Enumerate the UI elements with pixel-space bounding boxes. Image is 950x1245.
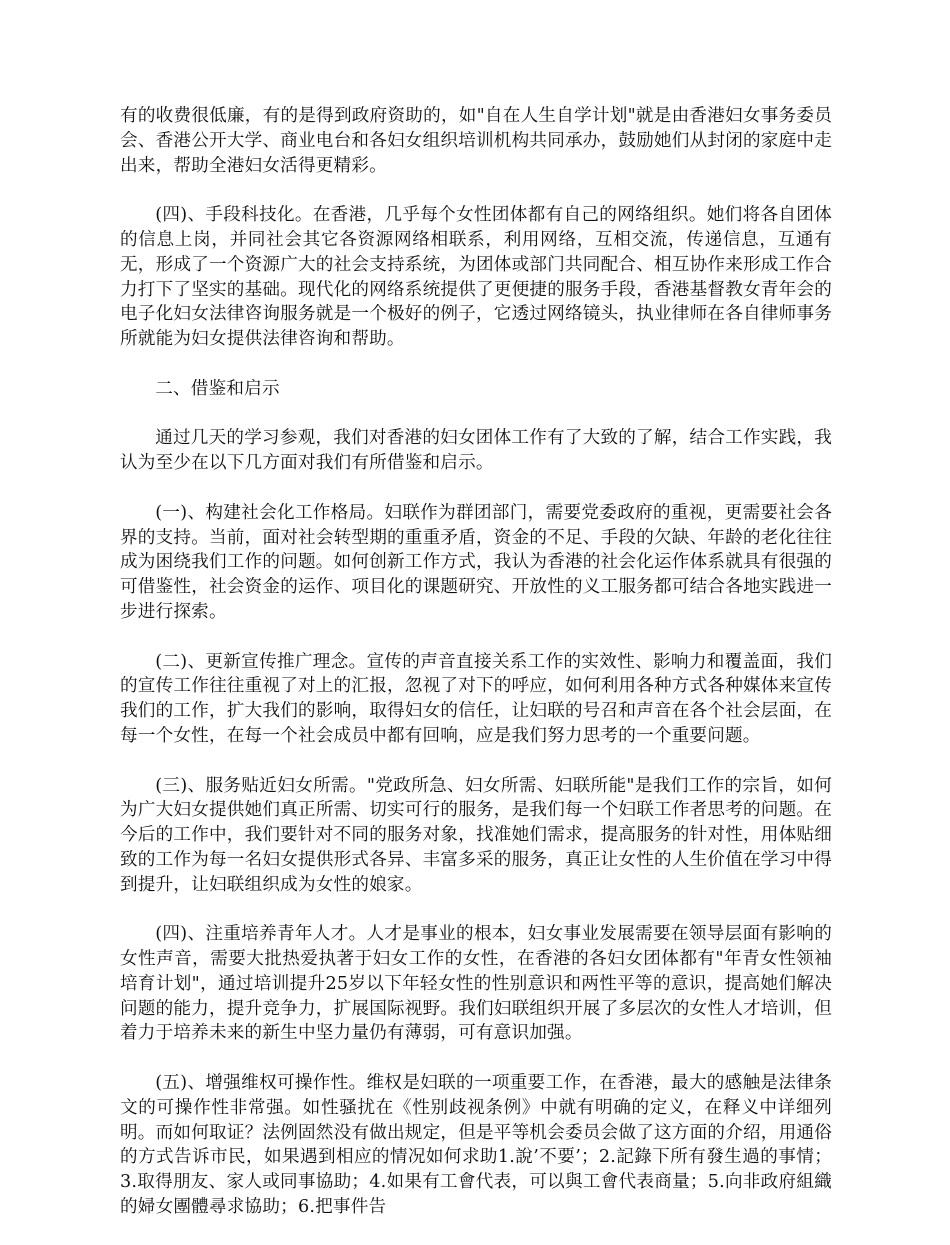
paragraph-lesson-3: (三)、服务贴近妇女所需。"党政所急、妇女所需、妇联所能"是我们工作的宗旨，如何为广大妇女提供她们真正所需、切实可行的服务，是我们每一个妇联工作者思考的问题。在今后的工作中，我们要针对不同的服务对象，找准她们需求，提高服务的针对性，用体贴细致的工作为每一名妇女提供形式各异、丰富多采的服务，真正让女性的人生价值在学习中得到提升，让妇联组织成为女性的娘家。 xyxy=(120,775,832,895)
paragraph-lesson-1: (一)、构建社会化工作格局。妇联作为群团部门，需要党委政府的重视，更需要社会各界的支持。当前，面对社会转型期的重重矛盾，资金的不足、手段的欠缺、年龄的老化往往成为困绕我们工作的问题。如何创新工作方式，我认为香港的社会化运作体系就具有很强的可借鉴性，社会资金的运作、项目化的课题研究、开放性的义工服务都可结合各地实践进一步进行探索。 xyxy=(120,502,832,622)
paragraph-intro-lessons: 通过几天的学习参观，我们对香港的妇女团体工作有了大致的了解，结合工作实践，我认为至少在以下几方面对我们有所借鉴和启示。 xyxy=(120,428,832,474)
paragraph-lesson-2: (二)、更新宣传推广理念。宣传的声音直接关系工作的实效性、影响力和覆盖面，我们的宣传工作往往重视了对上的汇报，忽视了对下的呼应，如何利用各种方式各种媒体来宣传我们的工作，扩大我们的影响，取得妇女的信任，让妇联的号召和声音在各个社会层面，在每一个女性，在每一个社会成员中都有回响，应是我们努力思考的一个重要问题。 xyxy=(120,651,832,746)
paragraph-lesson-5: (五)、增强维权可操作性。维权是妇联的一项重要工作，在香港，最大的感触是法律条文的可操作性非常强。如性骚扰在《性别歧视条例》中就有明确的定义，在释义中详细列明。而如何取证？法例固然没有做出规定，但是平等机会委员会做了这方面的介绍，用通俗的方式告诉市民，如果遇到相应的情况如何求助1.說’不要’；2.記錄下所有發生過的事情；3.取得朋友、家人或同事協助；4.如果有工會代表，可以與工會代表商量；5.向非政府組織的婦女團體尋求協助；6.把事件告 xyxy=(120,1073,832,1218)
document-body xyxy=(120,104,832,1245)
section-heading-lessons: 二、借鉴和启示 xyxy=(155,378,280,399)
paragraph-continuation: 有的收费很低廉，有的是得到政府资助的，如"自在人生自学计划"就是由香港妇女事务委员会、香港公开大学、商业电台和各妇女组织培训机构共同承办，鼓励她们从封闭的家庭中走出来，帮助全港妇女活得更精彩。 xyxy=(120,106,832,176)
paragraph-lesson-4: (四)、注重培养青年人才。人才是事业的根本，妇女事业发展需要在领导层面有影响的女性声音，需要大批热爱执著于妇女工作的女性，在香港的各妇女团体都有"年青女性领袖培育计划"，通过培训提升25岁以下年轻女性的性别意识和两性平等的意识，提高她们解决问题的能力，提升竞争力，扩展国际视野。我们妇联组织开展了多层次的女性人才培训，但着力于培养未来的新生中坚力量仍有薄弱，可有意识加强。 xyxy=(120,924,832,1044)
paragraph-section-4-technology: (四)、手段科技化。在香港，几乎每个女性团体都有自己的网络组织。她们将各自团体的信息上岗，并同社会其它各资源网络相联系，利用网络，互相交流，传递信息，互通有无，形成了一个资源广大的社会支持系统，为团体或部门共同配合、相互协作来形成工作合力打下了坚实的基础。现代化的网络系统提供了更便捷的服务手段，香港基督教女青年会的电子化妇女法律咨询服务就是一个极好的例子，它透过网络镜头，执业律师在各自律师事务所就能为妇女提供法律咨询和帮助。 xyxy=(120,205,832,350)
